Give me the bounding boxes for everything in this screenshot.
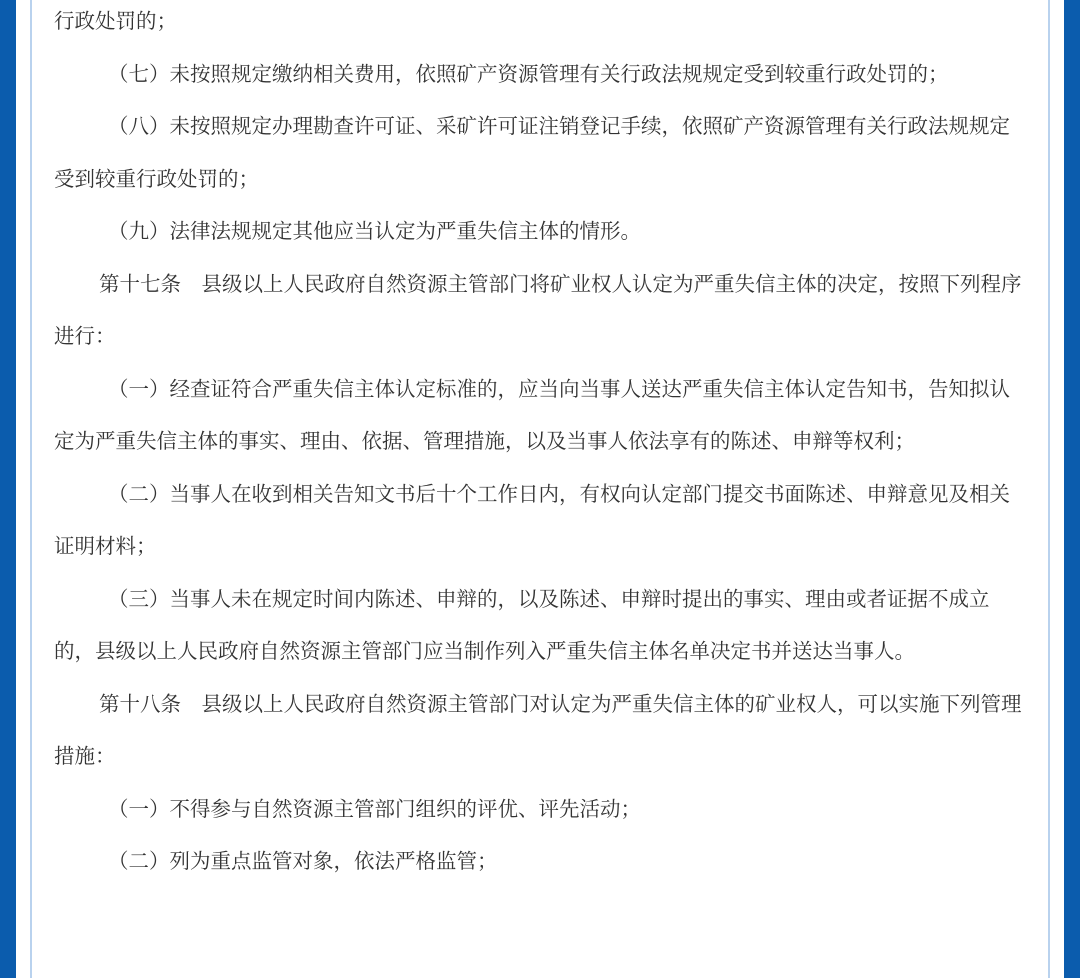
paragraph-continuation: 行政处罚的； <box>54 9 177 33</box>
document-body <box>54 0 1026 888</box>
left-inner-rule <box>30 0 32 978</box>
paragraph-measure-2: （二）列为重点监管对象，依法严格监管； <box>108 849 498 873</box>
article-18: 第十八条 县级以上人民政府自然资源主管部门对认定为严重失信主体的矿业权人，可以实施下列管理措施： <box>54 691 1022 768</box>
paragraph-item-2: （二）当事人在收到相关告知文书后十个工作日内，有权向认定部门提交书面陈述、申辩意见及相关证明材料； <box>54 481 1010 558</box>
left-blue-border <box>0 0 16 978</box>
right-blue-border <box>1064 0 1080 978</box>
paragraph-item-1: （一）经查证符合严重失信主体认定标准的，应当向当事人送达严重失信主体认定告知书，告知拟认定为严重失信主体的事实、理由、依据、管理措施，以及当事人依法享有的陈述、申辩等权利； <box>54 376 1010 453</box>
paragraph-item-7: （七）未按照规定缴纳相关费用，依照矿产资源管理有关行政法规规定受到较重行政处罚的； <box>108 61 949 86</box>
right-inner-rule <box>1048 0 1050 978</box>
paragraph-measure-1: （一）不得参与自然资源主管部门组织的评优、评先活动； <box>108 796 641 821</box>
paragraph-item-8: （八）未按照规定办理勘查许可证、采矿许可证注销登记手续，依照矿产资源管理有关行政法规规定受到较重行政处罚的； <box>54 114 1010 191</box>
article-17: 第十七条 县级以上人民政府自然资源主管部门将矿业权人认定为严重失信主体的决定，按照下列程序进行： <box>54 271 1022 348</box>
paragraph-item-9: （九）法律法规规定其他应当认定为严重失信主体的情形。 <box>108 219 641 243</box>
paragraph-item-3: （三）当事人未在规定时间内陈述、申辩的，以及陈述、申辩时提出的事实、理由或者证据不成立的，县级以上人民政府自然资源主管部门应当制作列入严重失信主体名单决定书并送达当事人。 <box>54 586 990 663</box>
